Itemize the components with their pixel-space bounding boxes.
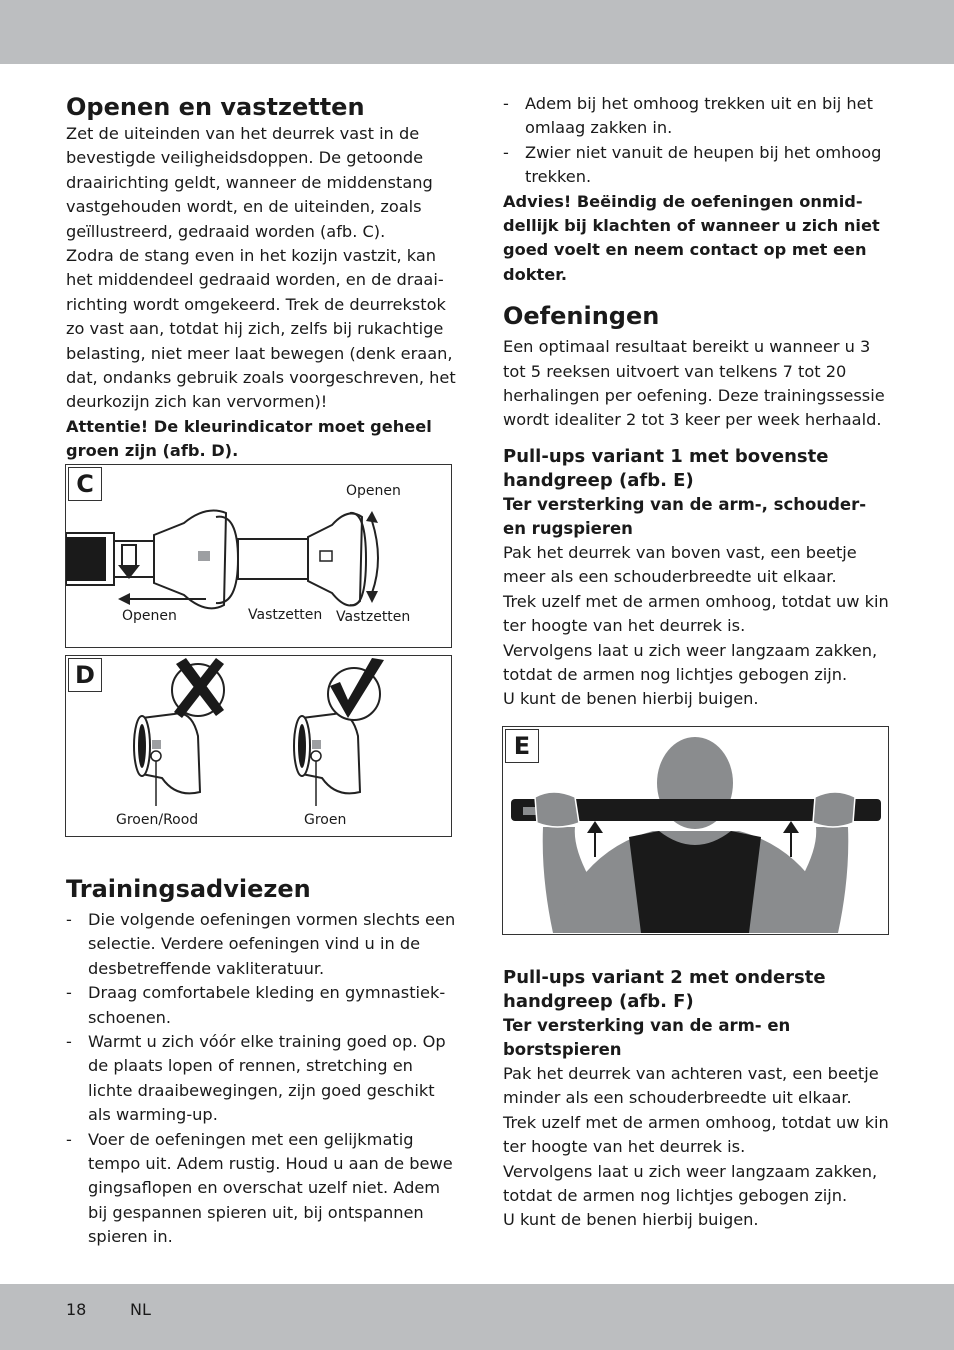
label-openen-top: Openen [346,483,401,499]
variant-2-step-2: Trek uzelf met de armen omhoog, totdat uw kin ter hoogte van het deurrek is. [503,1112,889,1157]
list-item: - Zwier niet vanuit de heupen bij het omhoog trekken. [503,141,893,190]
variant-2-step-3: Vervolgens laat u zich weer langzaam zakken, totdat de armen nog lichtjes gebogen zijn. [503,1161,878,1206]
page-number: 18 [66,1300,87,1319]
subheading-variant-1: Ter versterking van de arm-, schouder- en rugspieren [503,494,867,538]
training-tips-list-cont [503,92,893,190]
list-item: - Voer de oefeningen met een gelijkmatig tempo uit. Adem rustig. Houd u aan de bewe gingsaflopen en overschat uzelf niet. Adem bij gespannen spieren uit, bij ontspannen spieren in. [66,1128,456,1250]
variant-1-step-4: U kunt de benen hierbij buigen. [503,689,759,709]
paragraph-tightening: Zodra de stang even in het kozijn vastzit, kan het middendeel gedraaid worden, en de draairichting wordt omgekeerd. Trek de deurrekstok zo vast aan, totdat hij zich, zelfs bij rukachtige belasting, niet meer laat bewegen (denk eraan, dat, ondanks gebruik zoals voorgeschreven, het deurkozijn zich kan vervormen)! [66,246,456,412]
variant-1-step-2: Trek uzelf met de armen omhoog, totdat uw kin ter hoogte van het deurrek is. [503,591,889,636]
right-column [503,92,893,712]
heading-oefeningen: Oefeningen [503,302,660,331]
advice-note: Advies! Beëindig de oefeningen onmiddellijk bij klachten of wanneer u zich niet goed voelt en neem contact op met een dokter. [503,191,880,284]
header-bar [0,0,954,64]
label-groen-rood: Groen/Rood [116,812,199,828]
variant-2-step-1: Pak het deurrek van achteren vast, een beetje minder als een schouderbreedte uit elkaar. [503,1064,879,1108]
training-tips-section [66,874,456,1250]
figure-e [502,726,889,935]
label-groen: Groen [304,812,347,828]
heading-variant-2: Pull-ups variant 2 met onderste handgreep (afb. F) [503,967,826,1012]
list-item: - Draag comfortabele kleding en gymnastiekschoenen. [66,981,456,1030]
list-item: - Adem bij het omhoog trekken uit en bij het omlaag zakken in. [503,92,893,141]
indicator-illustration [66,656,451,836]
training-tips-list [66,908,456,1250]
heading-openen-vastzetten: Openen en vastzetten [66,93,365,121]
figure-c-letter: C [68,467,102,501]
figure-c [65,464,452,648]
label-openen-bottom: Openen [122,608,177,624]
variant-1-step-3: Vervolgens laat u zich weer langzaam zakken, totdat de armen nog lichtjes gebogen zijn. [503,640,878,684]
heading-trainingsadviezen: Trainingsadviezen [66,875,311,903]
attention-note: Attentie! De kleurindicator moet geheel groen zijn (afb. D). [66,416,432,461]
figure-e-letter: E [505,729,539,763]
exercises-intro: Een optimaal resultaat bereikt u wanneer u 3 tot 5 reeksen uitvoert van telkens 7 tot 20 herhalingen per oefening. Deze trainingssessie wordt idealiter 2 tot 3 keer per week herhaald. [503,337,885,430]
variant-1-step-1: Pak het deurrek van boven vast, een beetje meer als een schouderbreedte uit elkaar. [503,542,857,587]
variant-2-step-4: U kunt de benen hierbij buigen. [503,1210,759,1230]
figure-e-letter-box [505,729,539,763]
list-item: - Die volgende oefeningen vormen slechts een selectie. Verdere oefeningen vind u in de desbetreffende vakliteratuur. [66,908,456,981]
pullup-illustration [503,727,888,934]
paragraph-mounting: Zet de uiteinden van het deurrek vast in de bevestigde veiligheidsdoppen. De getoonde draairichting geldt, wanneer de middenstang vastgehouden wordt, en de uiteinden, zoals geïllustreerd, gedraaid worden (afb. C). [66,124,433,241]
label-vastzetten-right: Vastzetten [336,609,411,625]
variant-2-section [503,966,893,1233]
list-item: - Warmt u zich vóór elke training goed op. Op de plaats lopen of rennen, stretching en lichte draaibewegingen, zijn goed geschikt als warming-up. [66,1030,456,1128]
heading-variant-1: Pull-ups variant 1 met bovenste handgreep (afb. E) [503,445,829,491]
left-column [66,92,456,464]
figure-d-letter: D [68,658,102,692]
subheading-variant-2: Ter versterking van de arm- en borstspieren [503,1016,791,1059]
language-code: NL [130,1300,151,1319]
figure-d [65,655,452,837]
label-vastzetten-mid: Vastzetten [248,607,323,623]
